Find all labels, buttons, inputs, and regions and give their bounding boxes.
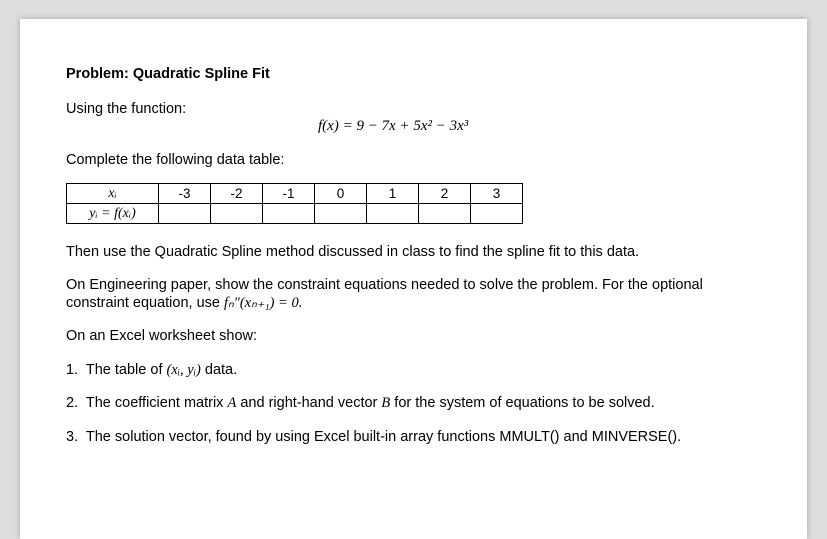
table-row-x bbox=[67, 184, 523, 204]
x-cell: -3 bbox=[159, 184, 211, 204]
table-row-y bbox=[67, 204, 523, 224]
row-header-y: yᵢ = f(xᵢ) bbox=[67, 204, 159, 224]
document-page bbox=[20, 19, 807, 539]
y-cell bbox=[367, 204, 419, 224]
list-text-post: data. bbox=[200, 362, 238, 378]
list-math: (xᵢ, yᵢ) bbox=[166, 362, 201, 378]
constraint-text: constraint equation, use bbox=[66, 295, 224, 311]
list-text: The coefficient matrix bbox=[85, 395, 228, 411]
row-header-x: xᵢ bbox=[67, 184, 159, 204]
y-cell bbox=[263, 204, 315, 224]
spline-paragraph: Then use the Quadratic Spline method discussed in class to find the spline fit to this data. bbox=[66, 244, 640, 260]
table-prompt: Complete the following data table: bbox=[66, 152, 285, 168]
x-cell: -1 bbox=[263, 184, 315, 204]
y-cell bbox=[159, 204, 211, 224]
x-cell: 0 bbox=[315, 184, 367, 204]
y-cell bbox=[419, 204, 471, 224]
x-cell: 2 bbox=[419, 184, 471, 204]
constraint-math: fₙ″(xₙ₊₁) = 0. bbox=[224, 295, 303, 311]
list-math: A bbox=[227, 395, 237, 411]
list-text-mid: and right-hand vector bbox=[236, 395, 382, 411]
list-text: The solution vector, found by using Excel built-in array functions MMULT() and MINVERSE(). bbox=[85, 429, 682, 445]
intro-text: Using the function: bbox=[66, 101, 187, 117]
constraint-paragraph-line1: On Engineering paper, show the constraint equations needed to solve the problem. For the optional bbox=[66, 277, 703, 293]
list-text-post: for the system of equations to be solved. bbox=[390, 395, 655, 411]
list-number: 3. bbox=[66, 429, 79, 445]
list-item bbox=[66, 395, 655, 412]
y-cell bbox=[211, 204, 263, 224]
x-cell: 3 bbox=[471, 184, 523, 204]
constraint-paragraph-line2 bbox=[66, 295, 302, 312]
x-cell: -2 bbox=[211, 184, 263, 204]
data-table bbox=[66, 183, 523, 224]
problem-title: Problem: Quadratic Spline Fit bbox=[66, 66, 270, 82]
list-item bbox=[66, 429, 681, 445]
y-cell bbox=[315, 204, 367, 224]
list-number: 1. bbox=[66, 362, 79, 378]
excel-intro: On an Excel worksheet show: bbox=[66, 328, 258, 344]
x-cell: 1 bbox=[367, 184, 419, 204]
function-equation: f(x) = 9 − 7x + 5x² − 3x³ bbox=[318, 118, 469, 134]
list-number: 2. bbox=[66, 395, 79, 411]
y-cell bbox=[471, 204, 523, 224]
list-text: The table of bbox=[85, 362, 167, 378]
list-item bbox=[66, 362, 237, 379]
list-math-2: B bbox=[381, 395, 391, 411]
